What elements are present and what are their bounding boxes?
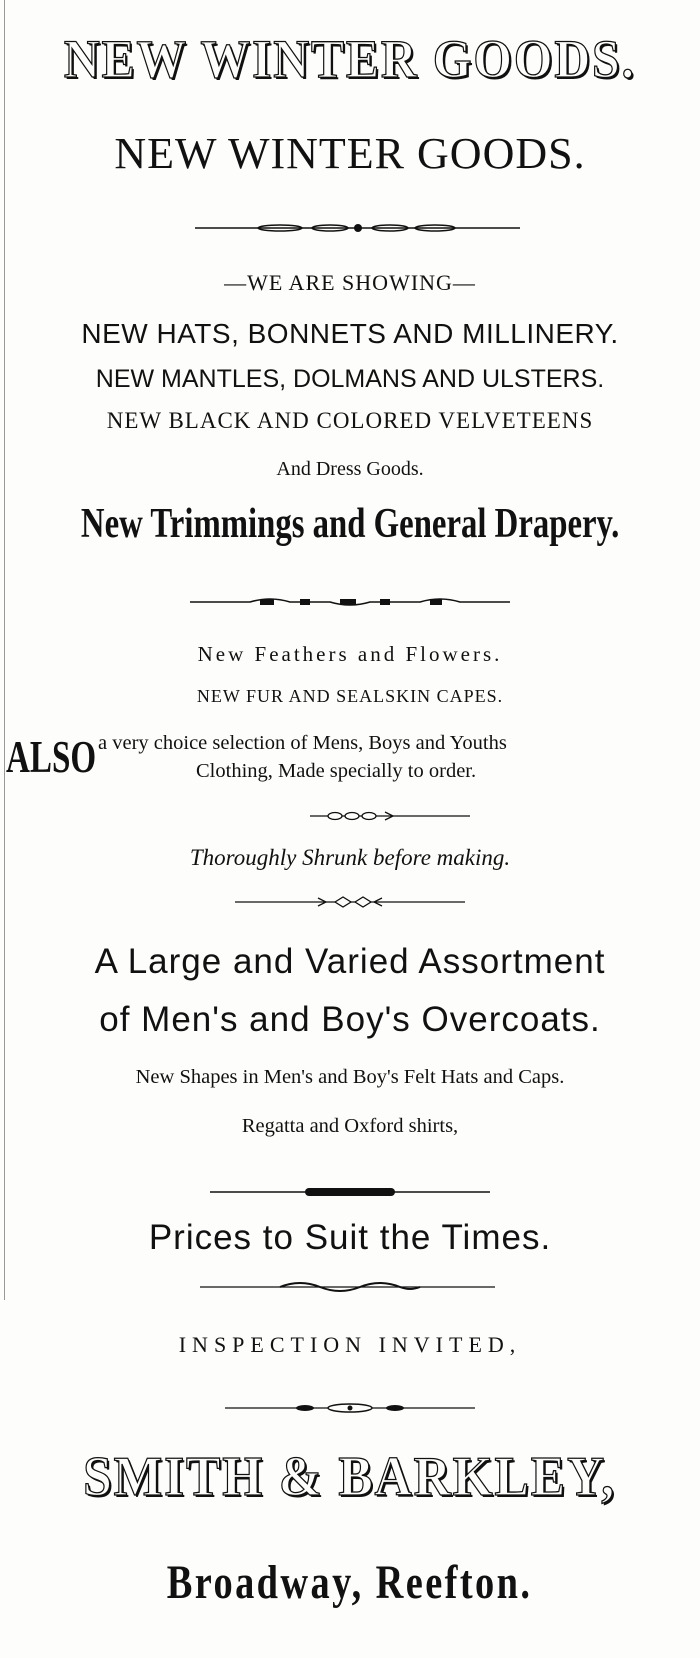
ornamental-rule-5 [0,1182,700,1202]
ornamental-rule-7 [0,1398,700,1418]
feathers-line: New Feathers and Flowers. [197,642,503,666]
felt-hats-line: New Shapes in Men's and Boy's Felt Hats and Caps. [135,1066,565,1088]
ornamental-rule-6 [0,1277,700,1297]
hats-line: NEW HATS, BONNETS AND MILLINERY. [81,318,619,349]
showing-line: —WE ARE SHOWING— [224,270,476,295]
trimmings-text: New Trimmings and General Drapery. [80,501,620,547]
dress-goods-line: And Dress Goods. [276,458,424,480]
ornamental-rule-1 [0,218,700,238]
assortment-line-1: A Large and Varied Assortment [94,942,606,981]
mantles-line: NEW MANTLES, DOLMANS AND ULSTERS. [95,365,605,393]
trimmings-line [0,500,700,548]
fur-capes-line: NEW FUR AND SEALSKIN CAPES. [196,686,504,706]
address-text: Broadway, Reefton. [167,1556,533,1609]
shirts-line: Regatta and Oxford shirts, [241,1115,459,1137]
assortment-line-2: of Men's and Boy's Overcoats. [99,1000,601,1039]
ornamental-rule-3 [0,806,700,826]
ornamental-rule-2 [0,592,700,612]
also-line-2: Clothing, Made specially to order. [196,760,477,782]
shrunk-line: Thoroughly Shrunk before making. [189,845,511,870]
prices-line: Prices to Suit the Times. [148,1218,552,1257]
ornamental-rule-4 [0,892,700,912]
headline-decorative: NEW WINTER GOODS. [114,129,586,178]
inspection-line: INSPECTION INVITED, [178,1332,522,1357]
headline-outlined [0,28,700,90]
also-line-1: a very choice selection of Mens, Boys and Youths [98,732,507,754]
firm-name [0,1445,700,1509]
also-word-text: ALSO [6,731,97,782]
firm-name-text: SMITH & BARKLEY, [83,1446,617,1508]
velveteens-line: NEW BLACK AND COLORED VELVETEENS [106,408,594,433]
address-line [0,1555,700,1610]
also-block [6,730,696,800]
headline-outlined-text: NEW WINTER GOODS. [64,29,636,89]
